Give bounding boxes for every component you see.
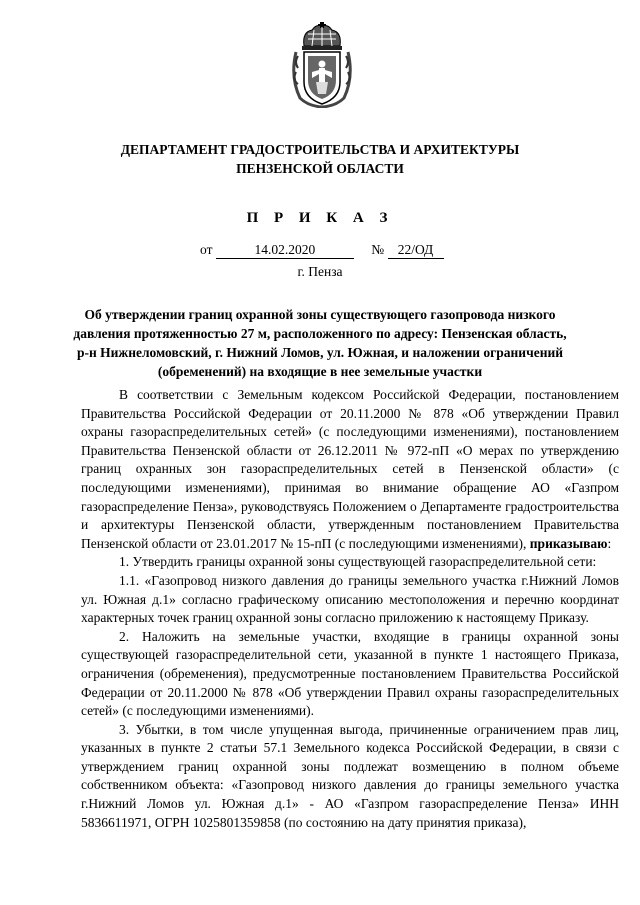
- decree-punct: :: [607, 535, 612, 551]
- department-line2: ПЕНЗЕНСКОЙ ОБЛАСТИ: [236, 161, 404, 176]
- order-subject: [70, 305, 570, 381]
- department-line1: ДЕПАРТАМЕНТ ГРАДОСТРОИТЕЛЬСТВА И АРХИТЕКТУРЫ: [120, 142, 520, 157]
- preamble-paragraph: [81, 386, 619, 553]
- department-name: [60, 140, 580, 178]
- order-number: 22/ОД: [388, 242, 444, 259]
- subject-line3: р-н Нижнеломовский, г. Нижний Ломов, ул. Южная, и наложении ограничений: [76, 345, 564, 360]
- city: г. Пенза: [297, 264, 343, 279]
- preamble-text: В соответствии с Земельным кодексом Российской Федерации, постановлением Правительства Российской Федерации от 20.11.2000 № 878 «Об утверждении Правил охраны газораспределительных сетей» (с последующими изменениями), постановлением Правительства Пензенской области от 26.12.2011 № 972-пП «О мерах по утверждению границ охранных зон газораспределительных сетей в Пензенской области» (с последующими изменениями), принимая во внимание обращение АО «Газпром газораспределение Пенза», руководствуясь Положением о Департаменте градостроительства и архитектуры Пензенской области, утвержденным постановлением Правительства Пензенской области от 23.01.2017 № 15-пП (с последующими изменениями),: [81, 387, 619, 551]
- item-2: 2. Наложить на земельные участки, входящие в границы охранной зоны существующей газораспределительной сети, указанной в пункте 1 настоящего Приказа, ограничения (обременения), предусмотренные постановлением Правительства Российской Федерации от 20.11.2000 № 878 «Об утверждении Правил охраны газораспределительных сетей» (с последующими изменениями).: [81, 628, 619, 719]
- subject-line4: (обременений) на входящие в нее земельные участки: [157, 364, 483, 379]
- subject-line2: давления протяженностью 27 м, расположенного по адресу: Пензенская область,: [73, 326, 567, 341]
- item-1: 1. Утвердить границы охранной зоны существующей газораспределительной сети:: [119, 554, 597, 570]
- order-title: П Р И К А З: [246, 210, 394, 226]
- date-prefix: от: [200, 242, 213, 257]
- subject-line1: Об утверждении границ охранной зоны существующего газопровода низкого: [84, 307, 556, 322]
- order-date-number: [200, 242, 444, 259]
- decree-word: приказываю: [529, 535, 608, 551]
- item-3: 3. Убытки, в том числе упущенная выгода, причиненные ограничением прав лиц, указанных в пункте 2 статьи 57.1 Земельного кодекса Российской Федерации, в связи с утверждением границ охранной зоны подлежат возмещению в полном объеме собственником объекта: «Газопровод низкого давления до границы земельного участка г.Нижний Ломов ул. Южная д.1» - АО «Газпром газораспределение Пенза» ИНН 5836611971, ОГРН 1025801359858 (по состоянию на дату принятия приказа),: [81, 721, 619, 830]
- order-body: [81, 386, 619, 832]
- number-prefix: №: [371, 242, 385, 257]
- coat-of-arms-icon: [290, 22, 354, 108]
- item-1-1: 1.1. «Газопровод низкого давления до границы земельного участка г.Нижний Ломов ул. Южная д.1» согласно графическому описанию местоположения и перечню координат характерных точек границ охранной зоны согласно приложению к настоящему Приказу.: [81, 572, 619, 626]
- order-date: 14.02.2020: [216, 242, 354, 259]
